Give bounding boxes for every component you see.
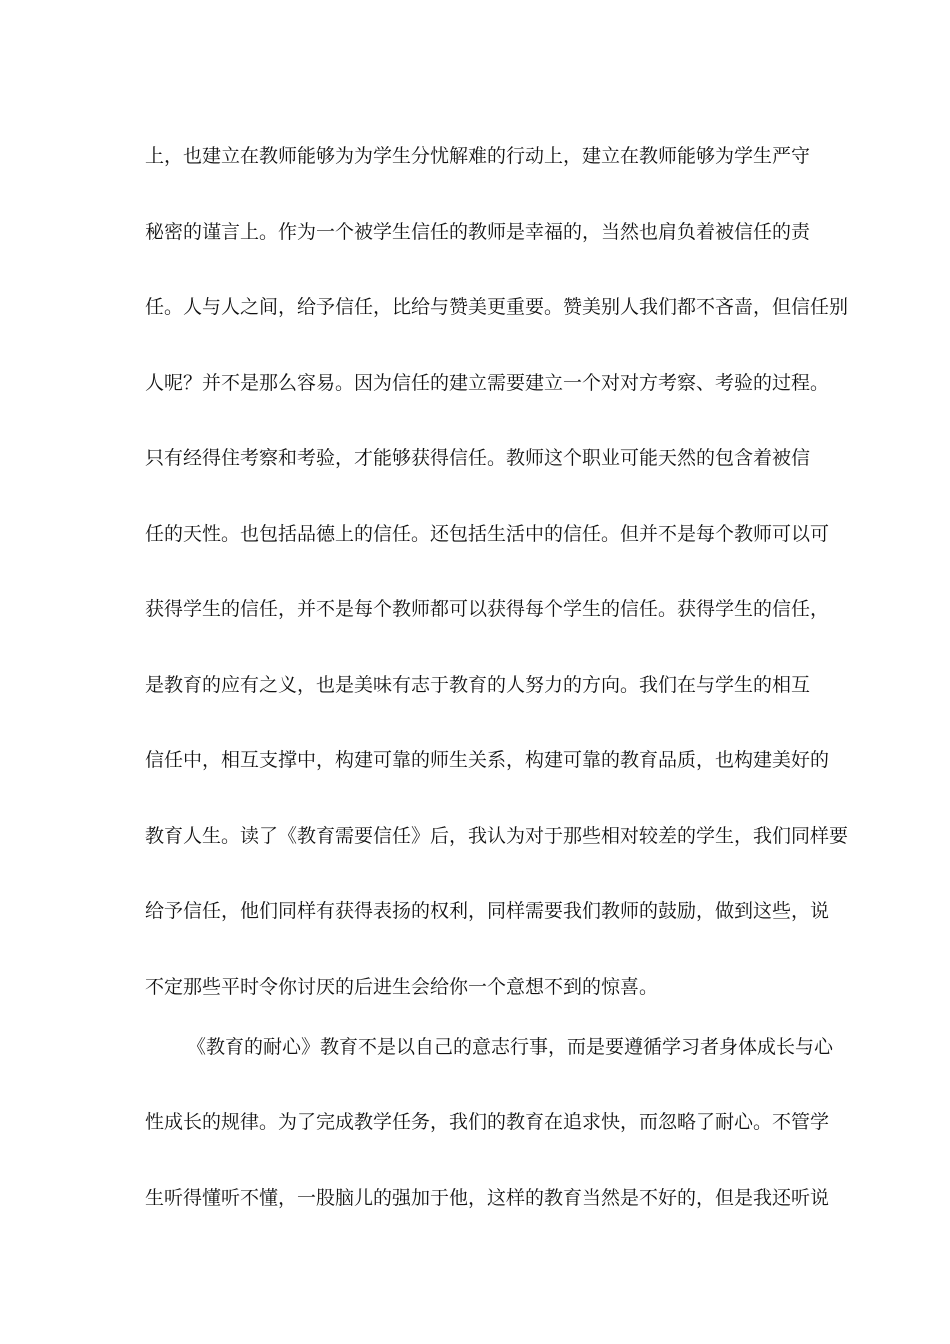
text-line-5: 只有经得住考察和考验，才能够获得信任。教师这个职业可能天然的包含着被信	[145, 447, 811, 469]
text-line-15: 生听得懂听不懂，一股脑儿的强加于他，这样的教育当然是不好的，但是我还听说	[145, 1187, 830, 1209]
text-line-13: 《教育的耐心》教育不是以自己的意志行事，而是要遵循学习者身体成长与心	[187, 1036, 834, 1058]
text-line-8: 是教育的应有之义，也是美味有志于教育的人努力的方向。我们在与学生的相互	[145, 674, 811, 696]
text-line-4: 人呢？并不是那么容易。因为信任的建立需要建立一个对对方考察、考验的过程。	[145, 372, 830, 394]
text-line-3: 任。人与人之间，给予信任，比给与赞美更重要。赞美别人我们都不吝啬，但信任别	[145, 296, 849, 318]
text-line-14: 性成长的规律。为了完成教学任务，我们的教育在追求快，而忽略了耐心。不管学	[145, 1111, 830, 1133]
text-line-6: 任的天性。也包括品德上的信任。还包括生活中的信任。但并不是每个教师可以可	[145, 523, 830, 545]
text-line-7: 获得学生的信任，并不是每个教师都可以获得每个学生的信任。获得学生的信任，	[145, 598, 830, 620]
text-line-11: 给予信任，他们同样有获得表扬的权利，同样需要我们教师的鼓励，做到这些，说	[145, 900, 830, 922]
text-line-2: 秘密的谨言上。作为一个被学生信任的教师是幸福的，当然也肩负着被信任的责	[145, 221, 811, 243]
text-line-9: 信任中，相互支撑中，构建可靠的师生关系，构建可靠的教育品质，也构建美好的	[145, 749, 830, 771]
text-line-12: 不定那些平时令你讨厌的后进生会给你一个意想不到的惊喜。	[145, 976, 659, 998]
text-line-1: 上，也建立在教师能够为为学生分忧解难的行动上，建立在教师能够为学生严守	[145, 145, 811, 167]
text-line-10: 教育人生。读了《教育需要信任》后，我认为对于那些相对较差的学生，我们同样要	[145, 825, 849, 847]
